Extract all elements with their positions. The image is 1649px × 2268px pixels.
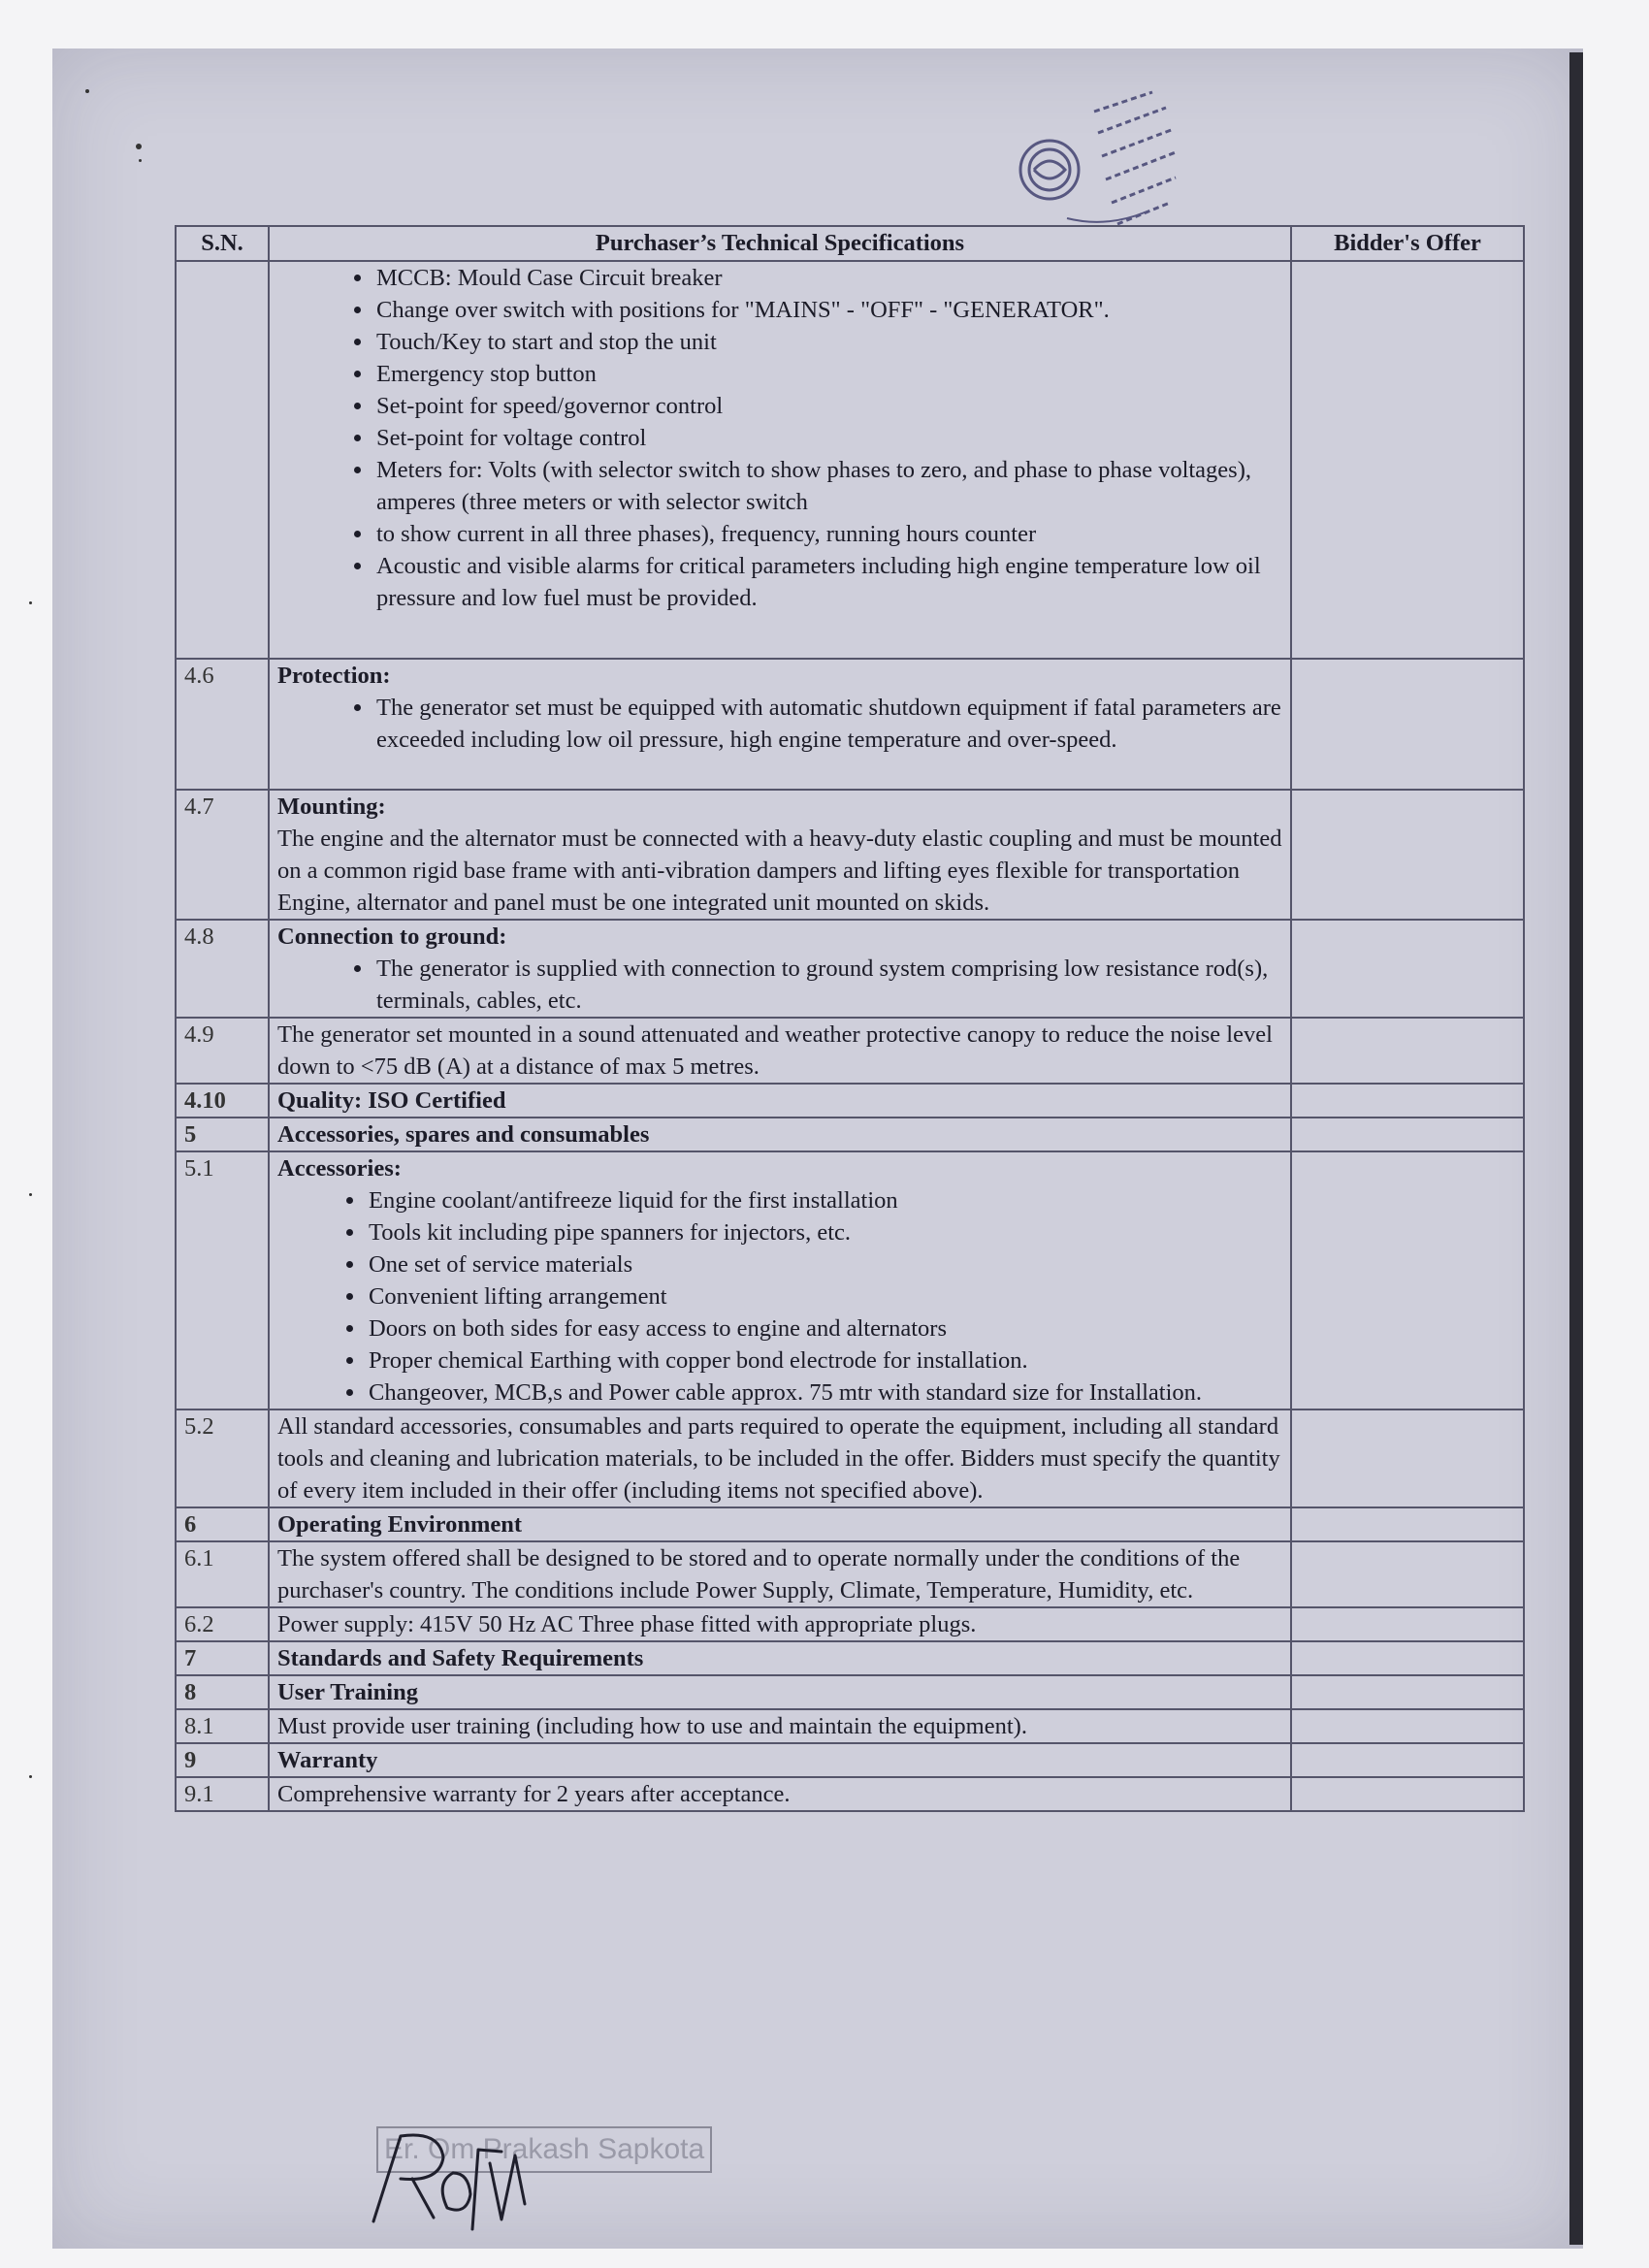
- table-row: [176, 1541, 1524, 1607]
- sn-cell: 5.1: [176, 1151, 269, 1409]
- sn-cell: 4.10: [176, 1084, 269, 1118]
- list-item: • Engine coolant/antifreeze liquid for the first installation: [367, 1184, 1282, 1216]
- scan-speck: [136, 144, 142, 149]
- list-item: • Change over switch with positions for "MAINS" - "OFF" - "GENERATOR".: [374, 294, 1282, 326]
- accessories-list: [277, 1184, 1282, 1409]
- table-row: [176, 1777, 1524, 1811]
- table-row: [176, 1151, 1524, 1409]
- offer-cell: [1291, 1018, 1524, 1084]
- bidders-offer-column-header: Bidder's Offer: [1291, 226, 1524, 261]
- table-row: [176, 920, 1524, 1018]
- table-row: [176, 1675, 1524, 1709]
- list-item: • MCCB: Mould Case Circuit breaker: [374, 262, 1282, 294]
- spec-cell: Operating Environment: [269, 1507, 1291, 1541]
- list-item: • One set of service materials: [367, 1248, 1282, 1280]
- list-item: • Emergency stop button: [374, 358, 1282, 390]
- sn-cell: 4.7: [176, 790, 269, 920]
- list-item: • Proper chemical Earthing with copper bond electrode for installation.: [367, 1345, 1282, 1377]
- table-header-row: [176, 226, 1524, 261]
- table-row: [176, 659, 1524, 790]
- technical-specifications-table: [175, 225, 1525, 1812]
- sn-cell: 7: [176, 1641, 269, 1675]
- row-heading: Mounting:: [277, 794, 386, 820]
- table-row: [176, 261, 1524, 659]
- spec-cell: [269, 790, 1291, 920]
- spec-cell: Quality: ISO Certified: [269, 1084, 1291, 1118]
- spec-cell: [269, 1151, 1291, 1409]
- sn-cell: 5.2: [176, 1409, 269, 1507]
- sn-cell: 6.1: [176, 1541, 269, 1607]
- spec-cell: Power supply: 415V 50 Hz AC Three phase fitted with appropriate plugs.: [269, 1607, 1291, 1641]
- row-heading: Accessories:: [277, 1155, 402, 1182]
- table-row: [176, 1641, 1524, 1675]
- scan-speck: [85, 89, 89, 93]
- list-item: • to show current in all three phases), frequency, running hours counter: [374, 518, 1282, 550]
- scan-speck: [29, 601, 32, 604]
- offer-cell: [1291, 1507, 1524, 1541]
- offer-cell: [1291, 1118, 1524, 1151]
- spec-cell: User Training: [269, 1675, 1291, 1709]
- sn-cell: 4.9: [176, 1018, 269, 1084]
- specifications-column-header: Purchaser’s Technical Specifications: [269, 226, 1291, 261]
- protection-list: [277, 692, 1282, 756]
- offer-cell: [1291, 1675, 1524, 1709]
- list-item: • The generator is supplied with connection to ground system comprising low resistance rod(s), terminals, cables, etc.: [374, 953, 1282, 1017]
- table-row: [176, 1084, 1524, 1118]
- sn-cell: 9: [176, 1743, 269, 1777]
- sn-cell: 8.1: [176, 1709, 269, 1743]
- row-text: The engine and the alternator must be connected with a heavy-duty elastic coupling and must be mounted on a common rigid base frame with anti-vibration dampers and lifting eyes flexible for transportation Engine, alternator and panel must be one integrated unit mounted on skids.: [277, 826, 1282, 916]
- sn-cell: 5: [176, 1118, 269, 1151]
- spec-cell: Warranty: [269, 1743, 1291, 1777]
- spec-cell: [269, 261, 1291, 659]
- ground-connection-list: [277, 953, 1282, 1017]
- table-row: [176, 1709, 1524, 1743]
- offer-cell: [1291, 1709, 1524, 1743]
- offer-cell: [1291, 1409, 1524, 1507]
- list-item: • Doors on both sides for easy access to engine and alternators: [367, 1312, 1282, 1345]
- offer-cell: [1291, 1743, 1524, 1777]
- offer-cell: [1291, 659, 1524, 790]
- spec-cell: Must provide user training (including how to use and maintain the equipment).: [269, 1709, 1291, 1743]
- offer-cell: [1291, 1607, 1524, 1641]
- offer-cell: [1291, 1777, 1524, 1811]
- row-heading: Protection:: [277, 663, 391, 689]
- table-row: [176, 1607, 1524, 1641]
- table-row: [176, 1118, 1524, 1151]
- spec-cell: [269, 920, 1291, 1018]
- list-item: • The generator set must be equipped with automatic shutdown equipment if fatal parameters are exceeded including low oil pressure, high engine temperature and over-speed.: [374, 692, 1282, 756]
- spec-cell: Accessories, spares and consumables: [269, 1118, 1291, 1151]
- list-item: • Tools kit including pipe spanners for injectors, etc.: [367, 1216, 1282, 1248]
- sn-cell: 4.8: [176, 920, 269, 1018]
- list-item: • Acoustic and visible alarms for critical parameters including high engine temperature low oil pressure and low fuel must be provided.: [374, 550, 1282, 614]
- list-item: • Set-point for speed/governor control: [374, 390, 1282, 422]
- sn-cell: 8: [176, 1675, 269, 1709]
- scan-speck: [29, 1775, 32, 1778]
- spec-cell: All standard accessories, consumables and parts required to operate the equipment, including all standard tools and cleaning and lubrication materials, to be included in the offer. Bidders must specify the quantity of every item included in their offer (including items not specified above).: [269, 1409, 1291, 1507]
- list-item: • Convenient lifting arrangement: [367, 1280, 1282, 1312]
- sn-cell: 9.1: [176, 1777, 269, 1811]
- handwritten-signature-icon: [344, 2115, 771, 2241]
- row-heading: Connection to ground:: [277, 923, 507, 950]
- offer-cell: [1291, 920, 1524, 1018]
- offer-cell: [1291, 1541, 1524, 1607]
- control-panel-list: [277, 262, 1282, 614]
- sn-column-header: S.N.: [176, 226, 269, 261]
- table-row: [176, 1507, 1524, 1541]
- list-item: • Set-point for voltage control: [374, 422, 1282, 454]
- list-item: • Touch/Key to start and stop the unit: [374, 326, 1282, 358]
- offer-cell: [1291, 1641, 1524, 1675]
- spec-cell: [269, 659, 1291, 790]
- spec-cell: The generator set mounted in a sound attenuated and weather protective canopy to reduce the noise level down to <75 dB (A) at a distance of max 5 metres.: [269, 1018, 1291, 1084]
- offer-cell: [1291, 1084, 1524, 1118]
- sn-cell: 6: [176, 1507, 269, 1541]
- spec-cell: The system offered shall be designed to be stored and to operate normally under the conditions of the purchaser's country. The conditions include Power Supply, Climate, Temperature, Humidity, etc.: [269, 1541, 1291, 1607]
- spec-cell: Standards and Safety Requirements: [269, 1641, 1291, 1675]
- list-item: • Changeover, MCB,s and Power cable approx. 75 mtr with standard size for Installation.: [367, 1377, 1282, 1409]
- sn-cell: [176, 261, 269, 659]
- list-item: • Meters for: Volts (with selector switch to show phases to zero, and phase to phase voltages), amperes (three meters or with selector switch: [374, 454, 1282, 518]
- sn-cell: 6.2: [176, 1607, 269, 1641]
- sn-cell: 4.6: [176, 659, 269, 790]
- offer-cell: [1291, 790, 1524, 920]
- offer-cell: [1291, 1151, 1524, 1409]
- name-stamp: Er. Om Prakash Sapkota: [376, 2126, 712, 2173]
- table-row: [176, 790, 1524, 920]
- table-row: [176, 1409, 1524, 1507]
- offer-cell: [1291, 261, 1524, 659]
- table-row: [176, 1018, 1524, 1084]
- scan-edge-shadow: [1569, 52, 1583, 2245]
- scan-speck: [139, 159, 142, 162]
- spec-cell: Comprehensive warranty for 2 years after acceptance.: [269, 1777, 1291, 1811]
- table-row: [176, 1743, 1524, 1777]
- scan-speck: [29, 1193, 32, 1196]
